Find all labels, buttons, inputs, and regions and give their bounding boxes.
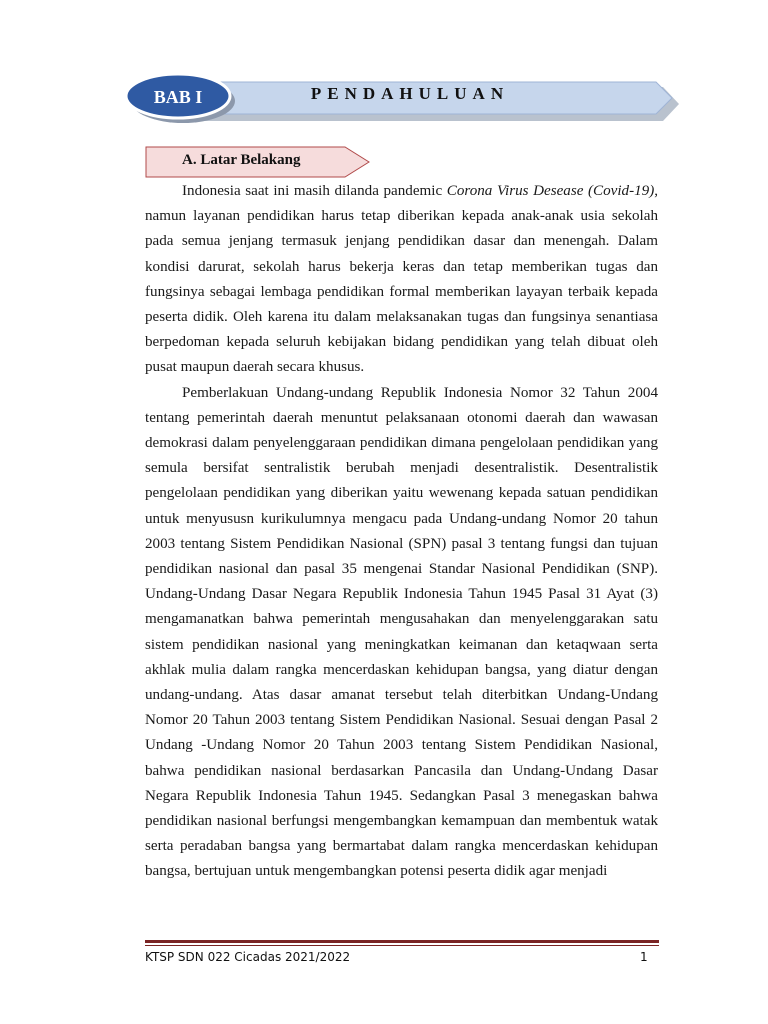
- footer-page-number: 1: [640, 950, 648, 964]
- footer-rule: [145, 940, 659, 946]
- paragraph-2: Pemberlakuan Undang-undang Republik Indonesia Nomor 32 Tahun 2004 tentang pemerintah daerah menuntut pelaksanaan otonomi daerah dan wawasan demokrasi dalam penyelenggaraan pendidikan dimana pengelolaan pendidikan yang semula bersifat sentralistik berubah menjadi desentralistik. Desentralistik pengelolaan pendidikan yang diberikan yaitu wewenang kepada satuan pendidikan untuk menyususn kurikulumnya mengacu pada Undang-undang Nomor 20 tahun 2003 tentang Sistem Pendidikan Nasional (SPN) pasal 3 tentang fungsi dan tujuan pendidikan nasional dan pasal 35 mengenai Standar Nasional Pendidikan (SNP). Undang-Undang Dasar Negara Republik Indonesia Tahun 1945 Pasal 31 Ayat (3) mengamanatkan bahwa pemerintah mengusahakan dan menyelenggarakan satu sistem pendidikan nasional yang meningkatkan keimanan dan ketaqwaan serta akhlak mulia dalam rangka mencerdaskan kehidupan bangsa, yang diatur dengan undang-undang. Atas dasar amanat tersebut telah diterbitkan Undang-Undang Nomor 20 Tahun 2003 tentang Sistem Pendidikan Nasional. Sesuai dengan Pasal 2 Undang -Undang Nomor 20 Tahun 2003 tentang Sistem Pendidikan Nasional, bahwa pendidikan nasional berdasarkan Pancasila dan Undang-Undang Dasar Negara Republik Indonesia Tahun 1945. Sedangkan Pasal 3 menegaskan bahwa pendidikan nasional berfungsi mengembangkan kemampuan dan membentuk watak serta peradaban bangsa yang bermartabat dalam rangka mencerdaskan kehidupan bangsa, bertujuan untuk mengembangkan potensi peserta didik agar menjadi: [145, 384, 658, 880]
- paragraph-1: [145, 179, 658, 381]
- paragraph-1-italic-term: Corona Virus Desease (Covid-19): [446, 183, 655, 199]
- chapter-badge: BAB I: [153, 87, 203, 107]
- chapter-title: PENDAHULUAN: [310, 84, 510, 103]
- paragraph-1-text-a: Indonesia saat ini masih dilanda pandemic: [182, 183, 447, 199]
- paragraph-1-text-b: , namun layanan pendidikan harus tetap diberikan kepada anak-anak usia sekolah pada semua jenjang termasuk jenjang pendidikan dasar dan menengah. Dalam kondisi darurat, sekolah harus bekerja keras dan tetap memberikan tugas dan fungsinya sebagai lembaga pendidikan formal memberikan layayan terbaik kepada peserta didik. Oleh karena itu dalam melaksanakan tugas dan fungsinya senantiasa berpedoman kepada seluruh kebijakan bidang pendidikan yang telah dibuat oleh pusat maupun daerah secara khusus.: [145, 183, 659, 376]
- section-heading: A. Latar Belakang: [182, 152, 301, 168]
- body-text: [145, 179, 658, 885]
- footer-document-name: KTSP SDN 022 Cicadas 2021/2022: [145, 950, 351, 964]
